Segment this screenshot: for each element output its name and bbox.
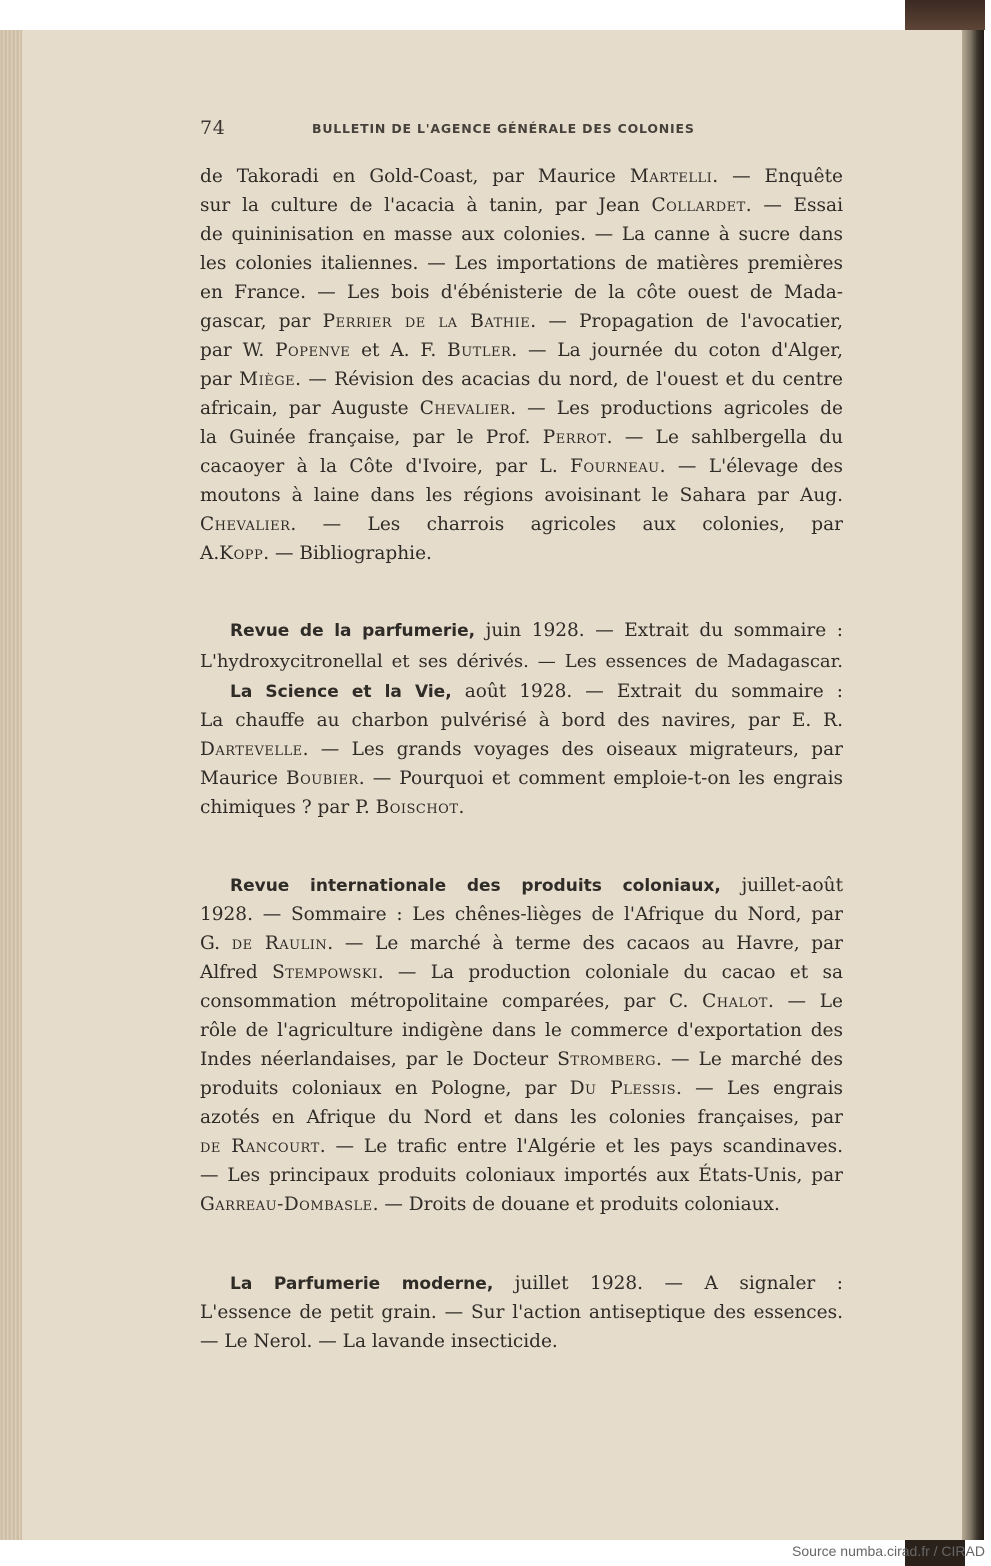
- spine-top: [905, 0, 985, 30]
- text-line: A.Kopp. — Bibliographie.: [200, 543, 432, 564]
- text-line: les colonies italiennes. — Les importations de matières premières: [200, 253, 843, 274]
- text-line: cacaoyer à la Côte d'Ivoire, par L. Fourneau. — L'élevage des: [200, 456, 843, 477]
- text-line: Revue internationale des produits coloniaux, juillet-août: [230, 875, 844, 896]
- text-line: La Parfumerie moderne, juillet 1928. — A signaler :: [230, 1273, 843, 1294]
- text-line: la Guinée française, par le Prof. Perrot. — Le sahlbergella du: [200, 427, 843, 448]
- text-line: consommation métropolitaine comparées, par C. Chalot. — Le: [200, 991, 843, 1012]
- text-line: G. de Raulin. — Le marché à terme des cacaos au Havre, par: [200, 933, 843, 954]
- text-line: chimiques ? par P. Boischot.: [200, 797, 465, 818]
- source-credit: Source numba.cirad.fr / CIRAD: [792, 1543, 985, 1559]
- text-line: La chauffe au charbon pulvérisé à bord des navires, par E. R.: [200, 710, 843, 731]
- journal-title: La Parfumerie moderne,: [230, 1274, 494, 1294]
- text-line: Garreau-Dombasle. — Droits de douane et produits coloniaux.: [200, 1194, 780, 1215]
- text-line: de Takoradi en Gold-Coast, par Maurice Martelli. — Enquête: [200, 166, 843, 187]
- text-line: Alfred Stempowski. — La production coloniale du cacao et sa: [200, 962, 844, 983]
- text-line: produits coloniaux en Pologne, par Du Plessis. — Les engrais: [200, 1078, 843, 1099]
- text-line: — Le Nerol. — La lavande insecticide.: [200, 1331, 558, 1352]
- page-edge: [0, 30, 22, 1540]
- text-line: La Science et la Vie, août 1928. — Extrait du sommaire :: [230, 681, 843, 702]
- text-line: gascar, par Perrier de la Bathie. — Propagation de l'avocatier,: [200, 311, 843, 332]
- text-line: Revue de la parfumerie, juin 1928. — Extrait du sommaire :: [230, 620, 843, 641]
- text-line: rôle de l'agriculture indigène dans le commerce d'exportation des: [200, 1020, 843, 1041]
- page-header: [200, 117, 840, 141]
- text-line: Maurice Boubier. — Pourquoi et comment emploie-t-on les engrais: [200, 768, 843, 789]
- text-line: Dartevelle. — Les grands voyages des oiseaux migrateurs, par: [200, 739, 843, 760]
- text-line: azotés en Afrique du Nord et dans les colonies françaises, par: [200, 1107, 843, 1128]
- text-line: L'essence de petit grain. — Sur l'action antiseptique des essences.: [200, 1302, 843, 1323]
- text-line: par Miège. — Révision des acacias du nord, de l'ouest et du centre: [200, 369, 843, 390]
- text-line: sur la culture de l'acacia à tanin, par Jean Collardet. — Essai: [200, 195, 843, 216]
- text-line: — Les principaux produits coloniaux importés aux États-Unis, par: [200, 1165, 843, 1186]
- text-line: Indes néerlandaises, par le Docteur Stromberg. — Le marché des: [200, 1049, 844, 1070]
- text-line: en France. — Les bois d'ébénisterie de la côte ouest de Mada-: [200, 282, 843, 303]
- text-line: africain, par Auguste Chevalier. — Les productions agricoles de: [200, 398, 843, 419]
- book-spine: [962, 30, 984, 1540]
- journal-title: La Science et la Vie,: [230, 682, 452, 702]
- running-title: BULLETIN DE L'AGENCE GÉNÉRALE DES COLONIES: [312, 121, 695, 136]
- text-line: 1928. — Sommaire : Les chênes-lièges de l'Afrique du Nord, par: [200, 904, 843, 925]
- text-line: Chevalier. — Les charrois agricoles aux colonies, par: [200, 514, 843, 535]
- text-line: par W. Popenve et A. F. Butler. — La journée du coton d'Alger,: [200, 340, 844, 361]
- text-line: L'hydroxycitronellal et ses dérivés. — Les essences de Madagascar.: [200, 651, 843, 672]
- text-line: de quininisation en masse aux colonies. — La canne à sucre dans: [200, 224, 843, 245]
- page-number: 74: [200, 117, 226, 139]
- text-line: de Rancourt. — Le trafic entre l'Algérie et les pays scandinaves.: [200, 1136, 843, 1157]
- text-line: moutons à laine dans les régions avoisinant le Sahara par Aug.: [200, 485, 843, 506]
- journal-title: Revue de la parfumerie,: [230, 621, 476, 641]
- journal-title: Revue internationale des produits coloniaux,: [230, 876, 721, 896]
